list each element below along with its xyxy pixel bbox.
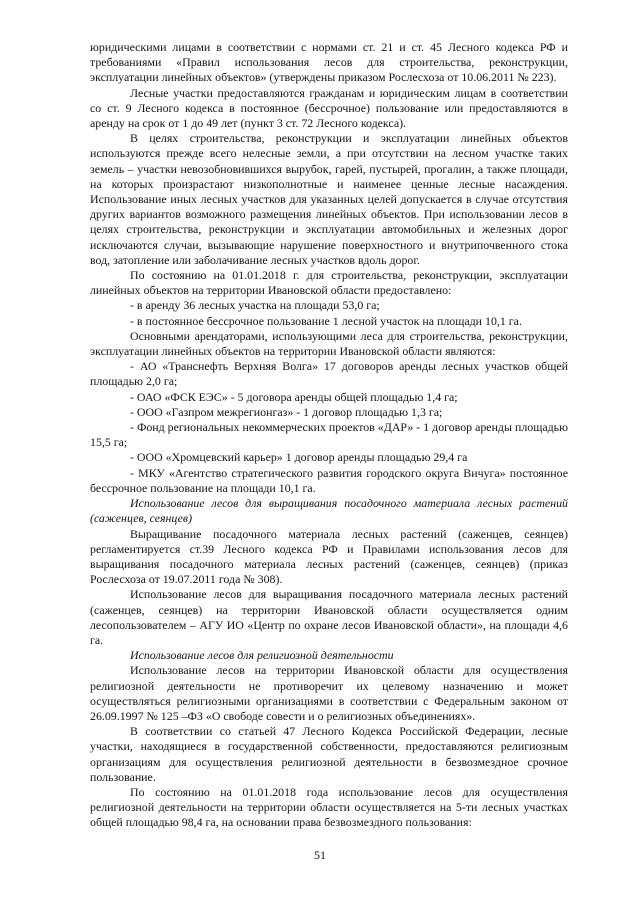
page-number: 51 bbox=[314, 848, 326, 862]
paragraph: Использование лесов для выращивания посадочного материала лесных растений (саженцев, сеянцев) на территории Ивановской области осуществляется одним лесопользователем – АГУ ИО «Центр по охране лесов Ивановской области», на площади 4,6 га. bbox=[90, 587, 568, 647]
paragraph: По состоянию на 01.01.2018 г. для строительства, реконструкции, эксплуатации линейных объектов на территории Ивановской области предоставлено: bbox=[90, 268, 568, 298]
list-item: - МКУ «Агентство стратегического развития городского округа Вичуга» постоянное бессрочное пользование на площади 10,1 га. bbox=[90, 465, 568, 495]
list-item: - ООО «Хромцевский карьер» 1 договор аренды площадью 29,4 га bbox=[130, 450, 468, 465]
list-item: - в постоянное бессрочное пользование 1 лесной участок на площади 10,1 га. bbox=[130, 313, 522, 328]
paragraph: В соответствии со статьей 47 Лесного Кодекса Российской Федерации, лесные участки, находящиеся в государственной собственности, предоставляются религиозным организациям для осуществления религиозной деятельности в безвозмездное срочное пользование. bbox=[90, 724, 568, 784]
paragraph: Использование лесов на территории Ивановской области для осуществления религиозной деятельности не противоречит их целевому назначению и может осуществляться религиозными организациями в соответствии с Федеральным законом от 26.09.1997 № 125 –ФЗ «О свободе совести и о религиозных объединениях». bbox=[90, 663, 568, 723]
list-item: - в аренду 36 лесных участка на площади 53,0 га; bbox=[130, 298, 380, 313]
paragraph: Выращивание посадочного материала лесных растений (саженцев, сеянцев) регламентируется ст.39 Лесного кодекса РФ и Правилами использования лесов для выращивания посадочного материала лесных растений (саженцев, сеянцев) (приказ Рослесхоза от 19.07.2011 года № 308). bbox=[90, 526, 568, 587]
paragraph: Лесные участки предоставляются гражданам и юридическим лицам в соответствии со ст. 9 Лесного кодекса в постоянное (бессрочное) пользование или предоставляются в аренду на срок от 1 до 49 лет (пункт 3 ст. 72 Лесного кодекса). bbox=[90, 85, 568, 131]
paragraph: Основными арендаторами, использующими леса для строительства, реконструкции, эксплуатации линейных объектов на территории Ивановской области являются: bbox=[90, 328, 568, 359]
list-item: - ОАО «ФСК ЕЭС» - 5 договора аренды общей площадью 1,4 га; bbox=[130, 389, 458, 404]
paragraph: В целях строительства, реконструкции и эксплуатации линейных объектов используются прежде всего нелесные земли, а при отсутствии на лесном участке таких земель – участки невозобновившихся вырубок, гарей, пустырей, прогалин, а также площади, на которых произрастают низкополнотные и наименее ценные лесные насаждения. Использование иных лесных участков для указанных целей допускается в случае отсутствия других вариантов возможного размещения линейных объектов. При использовании лесов в целях строительства, реконструкции и эксплуатации автомобильных и железных дорог исключаются случаи, вызывающие нарушение поверхностного и внутрипочвенного стока вод, затопление или заболачивание лесных участков вдоль дорог. bbox=[90, 131, 568, 267]
section-heading: Использование лесов для выращивания посадочного материала лесных растений (саженцев, сеянцев) bbox=[90, 496, 568, 526]
paragraph: По состоянию на 01.01.2018 года использование лесов для осуществления религиозной деятельности на территории области осуществляется на 5-ти лесных участках общей площадью 98,4 га, на основании права безвозмездного пользования: bbox=[90, 784, 568, 830]
list-item: - АО «Транснефть Верхняя Волга» 17 договоров аренды лесных участков общей площадью 2,0 га; bbox=[90, 359, 568, 389]
list-item: - Фонд региональных некоммерческих проектов «ДАР» - 1 договор аренды площадью 15,5 га; bbox=[90, 420, 568, 450]
section-heading: Использование лесов для религиозной деятельности bbox=[130, 648, 394, 663]
document-body bbox=[90, 40, 568, 831]
list-item: - ООО «Газпром межрегионгаз» - 1 договор площадью 1,3 га; bbox=[130, 404, 443, 419]
paragraph: юридическими лицами в соответствии с нормами ст. 21 и ст. 45 Лесного кодекса РФ и требованиями «Правил использования лесов для строительства, реконструкции, эксплуатации линейных объектов» (утверждены приказом Рослесхоза от 10.06.2011 № 223). bbox=[90, 40, 568, 85]
